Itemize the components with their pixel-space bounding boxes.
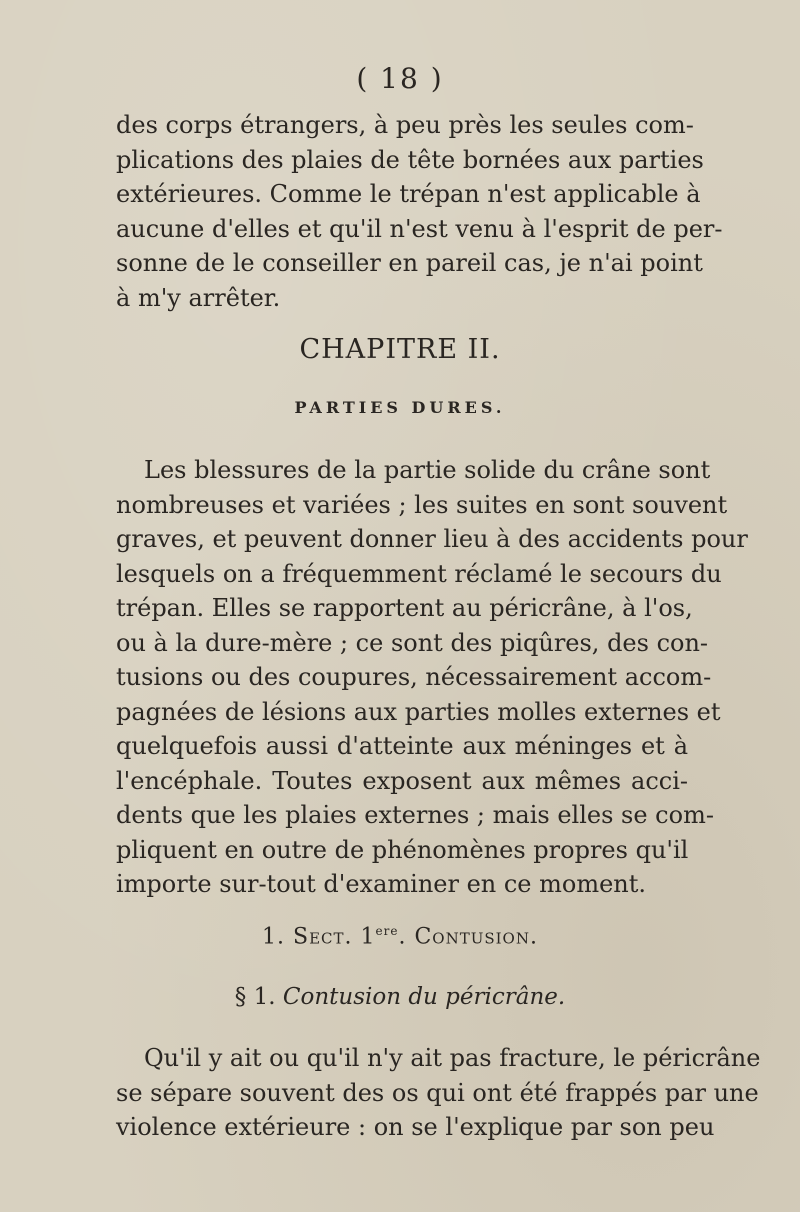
text-line: extérieures. Comme le trépan n'est applicable à: [116, 180, 701, 208]
text-line: importe sur-tout d'examiner en ce moment.: [116, 870, 647, 898]
text-line: plications des plaies de tête bornées aux parties: [116, 145, 704, 174]
text-line: sonne de le conseiller en pareil cas, je n'ai point: [116, 249, 703, 277]
text-line: à m'y arrêter.: [116, 283, 281, 312]
section-heading-prefix: 1. Sect. 1: [262, 924, 376, 950]
section-heading-suffix: . Contusion.: [398, 924, 538, 950]
text-line: pagnées de lésions aux parties molles externes et: [116, 697, 721, 726]
body-paragraph: [116, 453, 748, 902]
text-line: se sépare souvent des os qui ont été frappés par une: [116, 1078, 759, 1107]
paragraph-heading: [0, 984, 800, 1010]
text-line: Les blessures de la partie solide du crâne sont: [144, 456, 711, 484]
section-symbol: § 1.: [234, 984, 276, 1010]
section-heading: [0, 924, 800, 949]
text-line: quelquefois aussi d'atteinte aux méninges et à: [116, 732, 688, 760]
page-number: ( 18 ): [356, 62, 444, 95]
text-line: aucune d'elles et qu'il n'est venu à l'esprit de per-: [116, 214, 723, 243]
paragraph-title: Contusion du péricrâne.: [282, 984, 566, 1010]
final-paragraph: [116, 1041, 761, 1145]
text-line: Qu'il y ait ou qu'il n'y ait pas fracture, le péricrâne: [144, 1044, 761, 1072]
text-line: ou à la dure-mère ; ce sont des piqûres, des con-: [116, 628, 709, 657]
intro-paragraph: [116, 108, 723, 315]
section-heading-superscript: ere: [375, 924, 399, 938]
text-line: nombreuses et variées ; les suites en sont souvent: [116, 490, 728, 519]
text-line: tusions ou des coupures, nécessairement accom-: [116, 663, 712, 691]
chapter-subtitle: PARTIES DURES.: [294, 398, 506, 417]
text-line: trépan. Elles se rapportent au péricrâne, à l'os,: [116, 594, 693, 622]
text-line: des corps étrangers, à peu près les seules com-: [116, 111, 694, 139]
text-line: pliquent en outre de phénomènes propres qu'il: [116, 835, 689, 864]
text-line: dents que les plaies externes ; mais elles se com-: [116, 801, 714, 829]
chapter-title: CHAPITRE II.: [299, 334, 501, 365]
text-line: l'encéphale. Toutes exposent aux mêmes acci-: [116, 766, 688, 795]
text-line: graves, et peuvent donner lieu à des accidents pour: [116, 525, 748, 553]
text-line: violence extérieure : on se l'explique par son peu: [116, 1113, 715, 1141]
text-line: lesquels on a fréquemment réclamé le secours du: [116, 559, 722, 588]
